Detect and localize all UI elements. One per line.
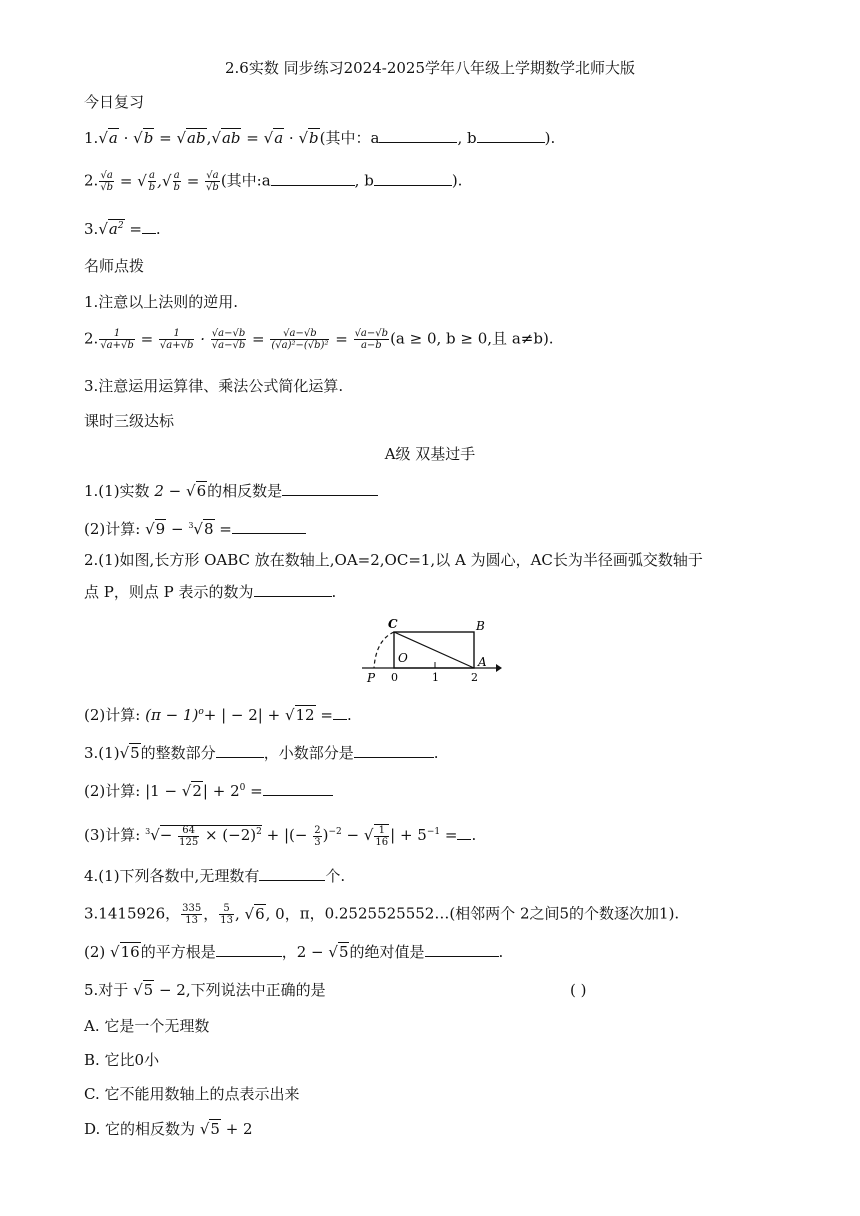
label-A: A (478, 655, 487, 669)
answer-blank[interactable] (232, 519, 306, 534)
answer-blank[interactable] (333, 705, 347, 720)
option-c[interactable]: C. 它不能用数轴上的点表示出来 (84, 1085, 300, 1103)
question-2-2: (2)计算: $(\pi - 1)^o+$ | − 2| + √12 = . (84, 706, 352, 724)
question-1-2: (2)计算: √9 − $^3$√8 = (84, 516, 306, 539)
answer-blank[interactable] (142, 219, 156, 234)
answer-blank[interactable] (216, 942, 282, 957)
question-2-1-line1: 2.(1)如图,长方形 OABC 放在数轴上,OA=2,OC=1,以 A 为圆心，AC长为半径画弧交数轴于 (84, 551, 703, 569)
answer-blank[interactable] (425, 942, 499, 957)
answer-blank[interactable] (457, 825, 471, 840)
answer-blank[interactable] (477, 128, 545, 143)
section-level-a: A级 双基过手 (384, 445, 476, 463)
tip-2: 2. $\frac{1}{√a+√b}$ = $\frac{1}{√a+√b}$ · $\frac{√a-√b}{√a-√b}$ = $\frac{√a-√b}{\text{(√a)²−(√b)²}}$ = $\frac{√a-√b}{a-b}$ (a ≥ 0, b ≥ 0,且 a≠b). (84, 328, 554, 351)
answer-blank[interactable] (254, 582, 332, 597)
number-line-rectangle-figure (362, 612, 502, 684)
label-C: C (388, 617, 398, 631)
answer-blank[interactable] (354, 743, 434, 758)
review-item-3: $3.√a^2$ = . (84, 220, 161, 238)
axis-arrow-icon (496, 664, 502, 672)
label-P: P (367, 671, 376, 684)
tick-label-1: 1 (432, 671, 439, 684)
tick-label-0: 0 (391, 671, 398, 684)
page-title: 2.6实数 同步练习2024-2025学年八年级上学期数学北师大版 (224, 59, 636, 77)
review-item-1: 1.√a · √b = √ab,√ab = √a · √b(其中：a , b ). (84, 129, 556, 147)
answer-blank[interactable] (379, 128, 457, 143)
tick-label-2: 2 (471, 671, 478, 684)
review-item-2: 2. $\frac{√a}{√b}$ = √ $\frac{a}{b}$ ,√ $\frac{a}{b}$ = $\frac{√a}{√b}$ (其中:a , b ). (84, 170, 463, 193)
tip-3: 3.注意运用运算律、乘法公式简化运算. (84, 377, 344, 395)
label-B: B (476, 619, 485, 633)
answer-blank[interactable] (259, 866, 325, 881)
answer-blank[interactable] (271, 171, 355, 186)
question-3-3: (3)计算: $^3$√− $\frac{64}{125}$ × $(-2)^2$ + |(− $\frac{2}{3}$ )$^{-2}$ − √ $\frac{1}{16}$ | + $5^{-1}$ = . (84, 824, 477, 848)
option-d[interactable]: D. 它的相反数为 √5 + 2 (84, 1120, 253, 1138)
question-5: 5.对于 √5 − 2,下列说法中正确的是 (84, 981, 326, 999)
question-1-1: 1.(1)实数 2 − √6的相反数是 (84, 481, 378, 501)
arc-dashed (374, 632, 394, 668)
answer-blank[interactable] (263, 781, 333, 796)
question-3-1: 3.(1)√5的整数部分 ，小数部分是 . (84, 744, 439, 762)
question-4-list: 3.1415926， $\frac{335}{13}$ ， $\frac{5}{13}$ , √6, 0，π，0.2525525552…(相邻两个 2之间5的个数逐次加1). (84, 903, 680, 926)
question-4-2: (2) √16的平方根是 ，2 − √5的绝对值是 . (84, 943, 504, 961)
question-4-1: 4.(1)下列各数中,无理数有 个. (84, 867, 346, 885)
answer-blank[interactable] (282, 481, 378, 496)
section-review: 今日复习 (84, 93, 145, 111)
answer-blank[interactable] (374, 171, 452, 186)
answer-blank[interactable] (216, 743, 264, 758)
section-levels: 课时三级达标 (84, 412, 175, 430)
question-2-1-line2: 点 P，则点 P 表示的数为 . (84, 583, 337, 601)
tip-1: 1.注意以上法则的逆用. (84, 293, 239, 311)
answer-paren[interactable]: ( ) (570, 981, 587, 999)
label-O: O (398, 651, 408, 665)
option-b[interactable]: B. 它比0小 (84, 1051, 160, 1069)
question-3-2: (2)计算: $|1 - √2| + 2^0$ = (84, 778, 333, 801)
option-a[interactable]: A. 它是一个无理数 (84, 1017, 210, 1035)
section-tips: 名师点拨 (84, 257, 145, 275)
